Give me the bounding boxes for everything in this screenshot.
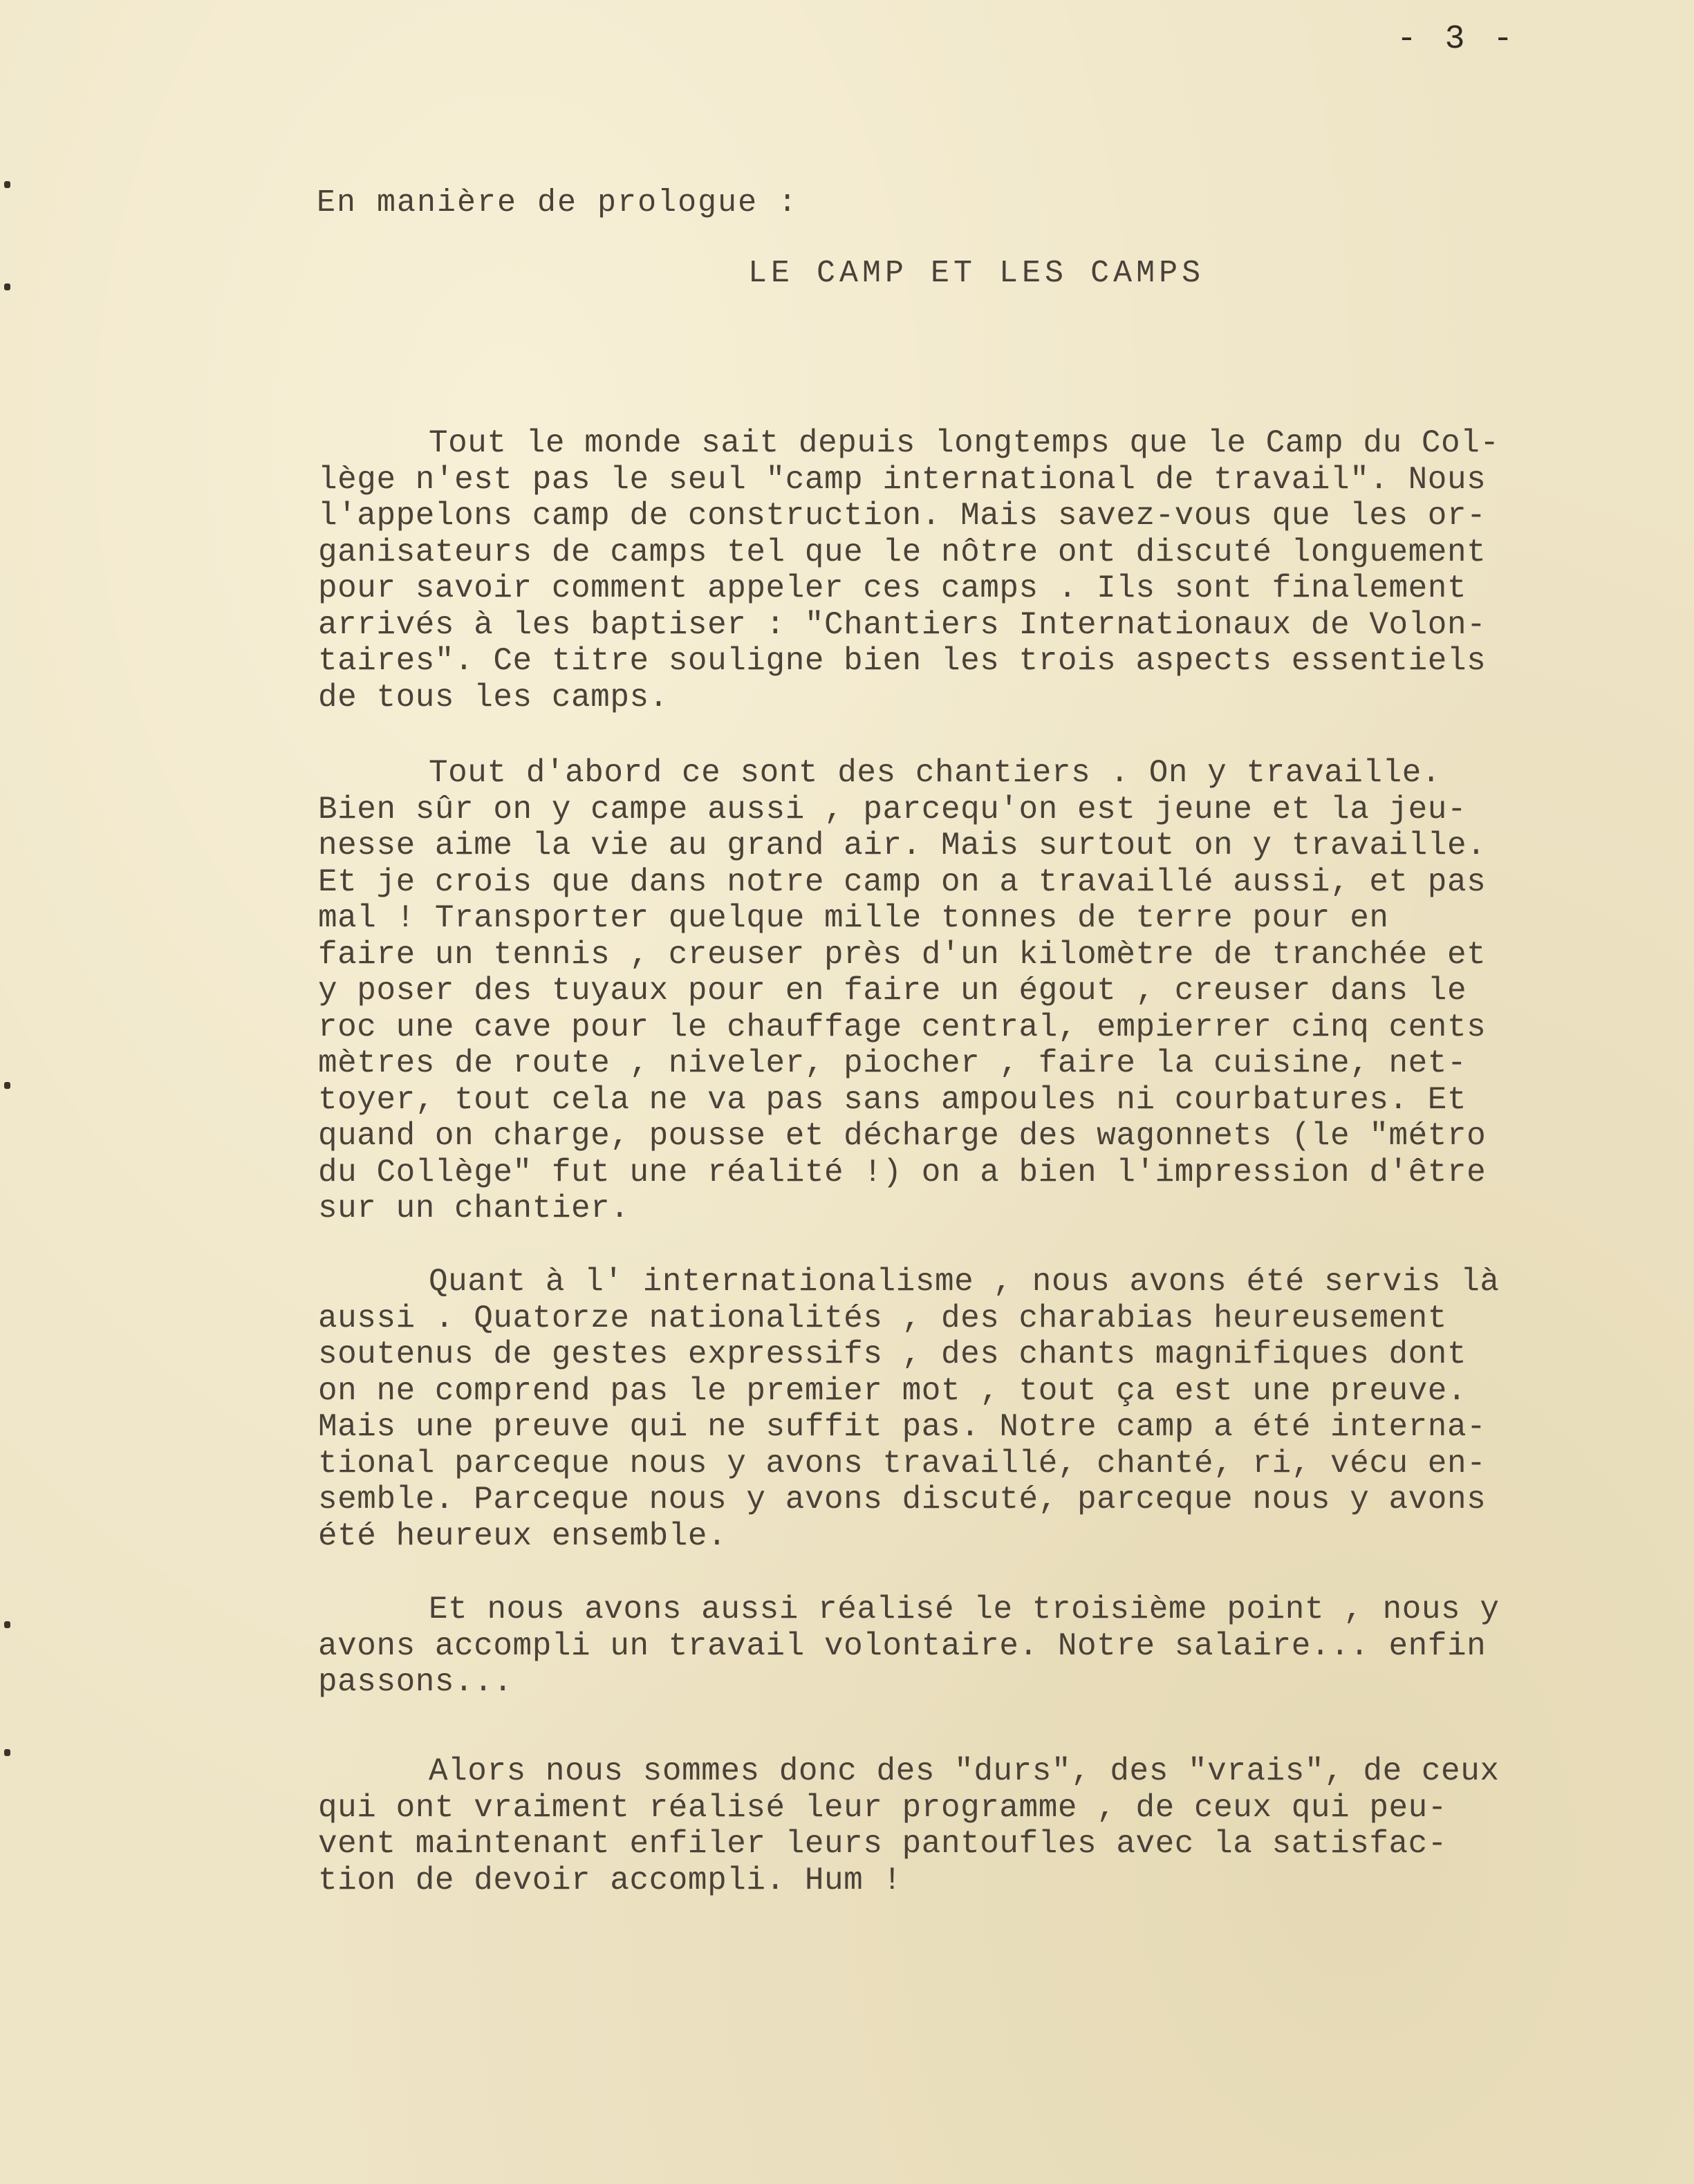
document-title: LE CAMP ET LES CAMPS	[748, 256, 1205, 291]
text-line: faire un tennis , creuser près d'un kilomètre de tranchée et	[318, 936, 1487, 973]
paragraph-5	[318, 1753, 1597, 1898]
text-line: de tous les camps.	[318, 679, 669, 716]
paragraph-4	[318, 1592, 1597, 1701]
text-line: semble. Parceque nous y avons discuté, parceque nous y avons	[318, 1482, 1487, 1518]
page-number: - 3 -	[1397, 21, 1518, 58]
text-line: roc une cave pour le chauffage central, empierrer cinq cents	[318, 1009, 1487, 1045]
text-line: été heureux ensemble.	[318, 1518, 727, 1554]
text-line: nesse aime la vie au grand air. Mais surtout on y travaille.	[318, 828, 1487, 864]
text-line: pour savoir comment appeler ces camps . Ils sont finalement	[318, 570, 1467, 606]
text-line: soutenus de gestes expressifs , des chants magnifiques dont	[318, 1336, 1467, 1372]
binder-hole-5	[4, 1749, 10, 1756]
text-line: Quant à l' internationalisme , nous avons été servis là	[429, 1264, 1500, 1300]
text-line: sur un chantier.	[318, 1191, 630, 1226]
text-line: Bien sûr on y campe aussi , parcequ'on est jeune et la jeu-	[318, 791, 1467, 828]
paragraph-2	[318, 755, 1597, 1227]
text-line: l'appelons camp de construction. Mais savez-vous que les or-	[318, 498, 1487, 534]
prologue-heading: En manière de prologue :	[317, 185, 799, 221]
text-line: du Collège" fut une réalité !) on a bien l'impression d'être	[318, 1154, 1487, 1191]
text-line: tional parceque nous y avons travaillé, chanté, ri, vécu en-	[318, 1445, 1487, 1482]
text-line: arrivés à les baptiser : "Chantiers Internationaux de Volon-	[318, 606, 1487, 643]
text-line: qui ont vraiment réalisé leur programme , de ceux qui peu-	[318, 1789, 1447, 1826]
text-line: Tout d'abord ce sont des chantiers . On y travaille.	[429, 755, 1442, 791]
text-line: avons accompli un travail volontaire. Notre salaire... enfin	[318, 1627, 1487, 1664]
text-line: aussi . Quatorze nationalités , des charabias heureusement	[318, 1300, 1447, 1336]
text-line: passons...	[318, 1664, 513, 1700]
text-line: mal ! Transporter quelque mille tonnes de terre pour en	[318, 900, 1389, 936]
text-line: ganisateurs de camps tel que le nôtre ont discuté longuement	[318, 534, 1487, 570]
text-line: Et nous avons aussi réalisé le troisième point , nous y	[429, 1592, 1500, 1627]
binder-hole-3	[4, 1082, 10, 1089]
paragraph-3	[318, 1264, 1597, 1554]
text-line: quand on charge, pousse et décharge des wagonnets (le "métro	[318, 1118, 1487, 1154]
text-line: Mais une preuve qui ne suffit pas. Notre camp a été interna-	[318, 1409, 1487, 1445]
binder-hole-1	[4, 181, 10, 188]
text-line: y poser des tuyaux pour en faire un égout , creuser dans le	[318, 973, 1467, 1009]
binder-hole-2	[4, 283, 10, 290]
text-line: toyer, tout cela ne va pas sans ampoules ni courbatures. Et	[318, 1081, 1467, 1118]
text-line: Alors nous sommes donc des "durs", des "vrais", de ceux	[429, 1753, 1500, 1789]
text-line: lège n'est pas le seul "camp international de travail". Nous	[318, 461, 1487, 498]
text-line: taires". Ce titre souligne bien les trois aspects essentiels	[318, 643, 1487, 679]
text-line: tion de devoir accompli. Hum !	[318, 1862, 902, 1898]
paragraph-1	[318, 425, 1597, 716]
text-line: Tout le monde sait depuis longtemps que le Camp du Col-	[429, 425, 1500, 461]
text-line: mètres de route , niveler, piocher , faire la cuisine, net-	[318, 1045, 1467, 1081]
text-line: vent maintenant enfiler leurs pantoufles avec la satisfac-	[318, 1826, 1447, 1862]
text-line: on ne comprend pas le premier mot , tout ça est une preuve.	[318, 1372, 1467, 1409]
binder-hole-4	[4, 1621, 10, 1628]
text-line: Et je crois que dans notre camp on a travaillé aussi, et pas	[318, 864, 1487, 900]
